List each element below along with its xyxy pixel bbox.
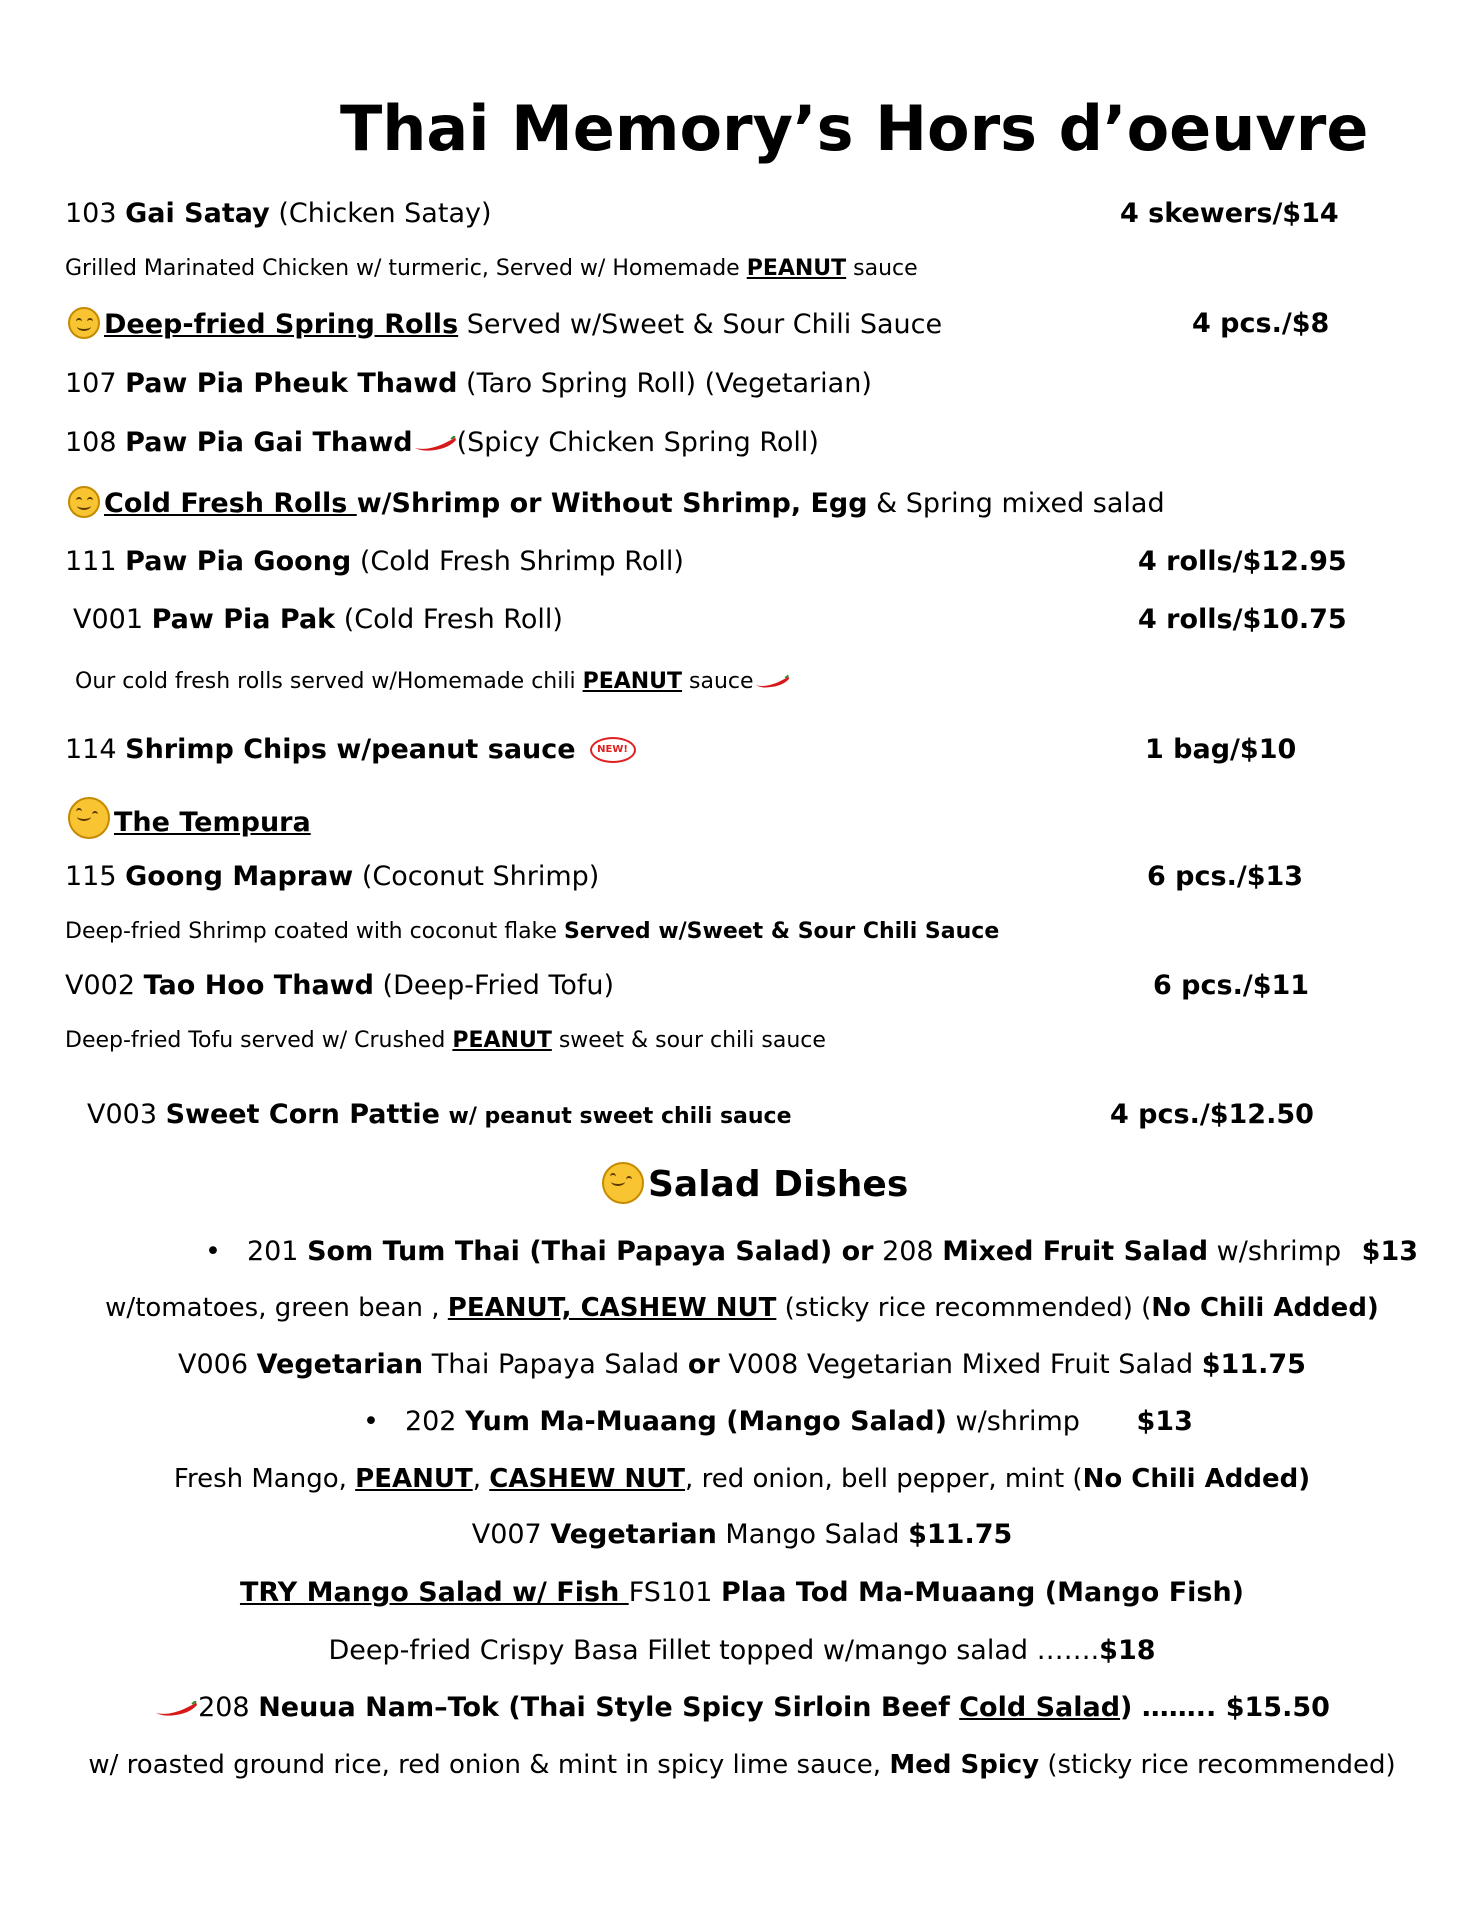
menu-item-veg-mango bbox=[0, 1518, 1484, 1552]
item-code: V003 bbox=[87, 1099, 158, 1130]
menu-item-shrimp-roll bbox=[65, 545, 684, 579]
section-heading: Salad Dishes bbox=[648, 1164, 909, 1205]
chili-pepper-icon bbox=[154, 1701, 198, 1717]
bullet-icon: • bbox=[205, 1236, 221, 1267]
item-desc: Thai Papaya Salad bbox=[423, 1349, 688, 1380]
note-text: Grilled Marinated Chicken w/ turmeric, Served w/ Homemade bbox=[65, 256, 747, 281]
item-code: V002 bbox=[65, 970, 136, 1001]
menu-item-gai-satay bbox=[65, 197, 492, 231]
item-price: 6 pcs./$13 bbox=[1147, 861, 1304, 892]
item-name: Paw Pia Pak bbox=[151, 604, 336, 635]
no-chili-note: No Chili Added) bbox=[1082, 1464, 1311, 1494]
try-promo: TRY Mango Salad w/ Fish bbox=[239, 1577, 629, 1608]
item-name: Shrimp Chips w/peanut sauce bbox=[125, 734, 576, 765]
menu-item-chicken-spring-roll bbox=[65, 426, 819, 460]
item-name: Cold Salad bbox=[959, 1692, 1121, 1723]
item-price: $13 bbox=[1136, 1406, 1193, 1437]
menu-item-veg-papaya bbox=[0, 1348, 1484, 1382]
item-desc: (Cold Fresh Shrimp Roll) bbox=[351, 546, 684, 577]
page-title: Thai Memory’s Hors d’oeuvre bbox=[340, 92, 1369, 165]
menu-item-mango-salad bbox=[363, 1405, 1193, 1439]
note-text: (sticky rice recommended) bbox=[1039, 1750, 1396, 1780]
item-desc: (Deep-Fried Tofu) bbox=[373, 970, 615, 1001]
smiley-face-icon bbox=[68, 486, 100, 518]
item-code: V006 bbox=[178, 1349, 249, 1380]
salad-note-papaya bbox=[0, 1291, 1484, 1325]
item-price: $18 bbox=[1099, 1635, 1156, 1666]
smiley-face-icon bbox=[602, 1162, 644, 1204]
section-tempura bbox=[68, 797, 311, 840]
item-code: 114 bbox=[65, 734, 117, 765]
item-name: Neuua Nam–Tok (Thai Style Spicy Sirloin Beef bbox=[258, 1692, 960, 1723]
or-text: or bbox=[687, 1349, 720, 1380]
item-price: 4 rolls/$12.95 bbox=[1138, 546, 1347, 577]
menu-item-nam-tok bbox=[0, 1691, 1484, 1725]
item-name: Goong Mapraw bbox=[125, 861, 354, 892]
note-text: Fresh Mango, bbox=[173, 1464, 356, 1494]
menu-item-mango-fish bbox=[0, 1576, 1484, 1610]
item-price: $13 bbox=[1361, 1236, 1419, 1267]
menu-item-taro-spring-roll bbox=[65, 367, 872, 401]
item-desc: (Taro Spring Roll) (Vegetarian) bbox=[457, 368, 872, 399]
peanut-warning: PEANUT, CASHEW NUT bbox=[447, 1293, 777, 1323]
section-subtext: w/Shrimp or Without Shrimp, Egg bbox=[356, 488, 868, 519]
item-desc: w/shrimp bbox=[946, 1406, 1080, 1437]
peanut-warning: PEANUT bbox=[746, 256, 847, 281]
nam-tok-desc bbox=[0, 1748, 1484, 1782]
section-heading: Cold Fresh Rolls bbox=[104, 488, 357, 519]
item-desc: (Spicy Chicken Spring Roll) bbox=[456, 427, 819, 458]
item-name: Yum Ma-Muaang (Mango Salad) bbox=[465, 1406, 947, 1437]
note-text: sweet & sour chili sauce bbox=[551, 1028, 826, 1053]
item-desc: Mango Salad bbox=[716, 1519, 909, 1550]
item-note bbox=[75, 665, 790, 699]
mango-fish-desc bbox=[0, 1634, 1484, 1668]
section-spring-rolls bbox=[68, 307, 942, 342]
item-name: Vegetarian bbox=[550, 1519, 717, 1550]
item-note bbox=[65, 252, 918, 286]
item-price: 6 pcs./$11 bbox=[1153, 970, 1310, 1001]
menu-item-fried-tofu bbox=[65, 969, 614, 1003]
section-heading: The Tempura bbox=[114, 807, 311, 838]
item-name: Gai Satay bbox=[125, 198, 270, 229]
item-price: $11.75 bbox=[1201, 1349, 1306, 1380]
dot-leader: …….. bbox=[1132, 1692, 1226, 1723]
item-price: 1 bag/$10 bbox=[1145, 734, 1297, 765]
note-text: Deep-fried Tofu served w/ Crushed bbox=[65, 1028, 453, 1053]
menu-item-fresh-roll bbox=[73, 603, 563, 637]
item-name: Paw Pia Goong bbox=[125, 546, 352, 577]
item-code: 115 bbox=[65, 861, 117, 892]
item-code: 208 bbox=[198, 1692, 259, 1723]
item-code: 202 bbox=[404, 1406, 457, 1437]
note-text: Our cold fresh rolls served w/Homemade chili bbox=[75, 669, 583, 694]
note-text: sauce bbox=[682, 669, 754, 694]
item-name: Paw Pia Gai Thawd bbox=[125, 427, 413, 458]
item-price: 4 pcs./$8 bbox=[1192, 308, 1330, 339]
item-desc: Deep-fried Crispy Basa Fillet topped w/mango salad ……. bbox=[328, 1635, 1100, 1666]
cashew-warning: CASHEW NUT bbox=[489, 1464, 686, 1494]
item-code: 201 bbox=[246, 1236, 299, 1267]
item-name: Tao Hoo Thawd bbox=[143, 970, 374, 1001]
section-subtext: Served w/Sweet & Sour Chili Sauce bbox=[458, 309, 943, 340]
item-name: Plaa Tod Ma-Muaang (Mango Fish) bbox=[721, 1577, 1245, 1608]
item-note bbox=[65, 915, 999, 949]
item-price: 4 pcs./$12.50 bbox=[1110, 1099, 1314, 1130]
item-desc: V008 Vegetarian Mixed Fruit Salad bbox=[719, 1349, 1202, 1380]
peanut-warning: PEANUT bbox=[355, 1464, 473, 1494]
menu-item-coconut-shrimp bbox=[65, 860, 599, 894]
item-desc: (Cold Fresh Roll) bbox=[335, 604, 563, 635]
menu-item-som-tum bbox=[205, 1235, 1418, 1269]
smiley-face-icon bbox=[68, 307, 100, 339]
item-desc: w/shrimp bbox=[1208, 1236, 1342, 1267]
item-code: V007 bbox=[471, 1519, 542, 1550]
item-code: 208 bbox=[882, 1236, 934, 1267]
note-text: Deep-fried Shrimp coated with coconut flake bbox=[65, 919, 565, 944]
item-name: Sweet Corn Pattie bbox=[165, 1099, 440, 1130]
item-code: FS101 bbox=[628, 1577, 721, 1608]
note-text: sauce bbox=[846, 256, 918, 281]
item-price: $11.75 bbox=[908, 1519, 1013, 1550]
item-code: 108 bbox=[65, 427, 117, 458]
item-desc: w/ peanut sweet chili sauce bbox=[448, 1104, 792, 1129]
peanut-warning: PEANUT bbox=[582, 669, 683, 694]
spice-level: Med Spicy bbox=[889, 1750, 1040, 1780]
item-name: Mixed Fruit Salad bbox=[942, 1236, 1209, 1267]
menu-item-shrimp-chips bbox=[65, 733, 636, 767]
chili-pepper-icon bbox=[413, 436, 457, 452]
item-price: $15.50 bbox=[1225, 1692, 1330, 1723]
item-price: 4 rolls/$10.75 bbox=[1138, 604, 1347, 635]
new-badge: NEW! bbox=[590, 737, 636, 763]
chili-pepper-icon bbox=[754, 674, 790, 690]
section-fresh-rolls bbox=[68, 486, 1165, 521]
note-text: (sticky rice recommended) ( bbox=[776, 1293, 1152, 1323]
item-price: 4 skewers/$14 bbox=[1120, 198, 1339, 229]
section-heading: Deep-fried Spring Rolls bbox=[104, 309, 459, 340]
item-code: 111 bbox=[65, 546, 117, 577]
menu-item-corn-pattie bbox=[87, 1098, 792, 1134]
item-note bbox=[65, 1024, 826, 1058]
section-subtext: & Spring mixed salad bbox=[867, 488, 1165, 519]
smiley-face-icon bbox=[68, 797, 110, 839]
item-name: Paw Pia Pheuk Thawd bbox=[125, 368, 458, 399]
item-name: ) bbox=[1120, 1692, 1133, 1723]
item-name: Vegetarian bbox=[256, 1349, 424, 1380]
note-text: w/tomatoes, green bean , bbox=[105, 1293, 448, 1323]
note-text: , red onion, bell pepper, mint ( bbox=[685, 1464, 1083, 1494]
item-code: 107 bbox=[65, 368, 117, 399]
item-code: 103 bbox=[65, 198, 117, 229]
salad-note-mango bbox=[0, 1462, 1484, 1496]
item-code: V001 bbox=[73, 604, 144, 635]
bullet-icon: • bbox=[363, 1406, 379, 1437]
note-text: Served w/Sweet & Sour Chili Sauce bbox=[564, 919, 1000, 944]
item-desc: (Coconut Shrimp) bbox=[353, 861, 600, 892]
section-salad-dishes bbox=[602, 1162, 908, 1208]
item-name: Som Tum Thai (Thai Papaya Salad) or bbox=[307, 1236, 874, 1267]
note-text: , bbox=[472, 1464, 490, 1494]
item-desc: (Chicken Satay) bbox=[278, 198, 492, 229]
no-chili-note: No Chili Added) bbox=[1151, 1293, 1379, 1323]
peanut-warning: PEANUT bbox=[452, 1028, 552, 1053]
note-text: w/ roasted ground rice, red onion & mint in spicy lime sauce, bbox=[88, 1750, 890, 1780]
